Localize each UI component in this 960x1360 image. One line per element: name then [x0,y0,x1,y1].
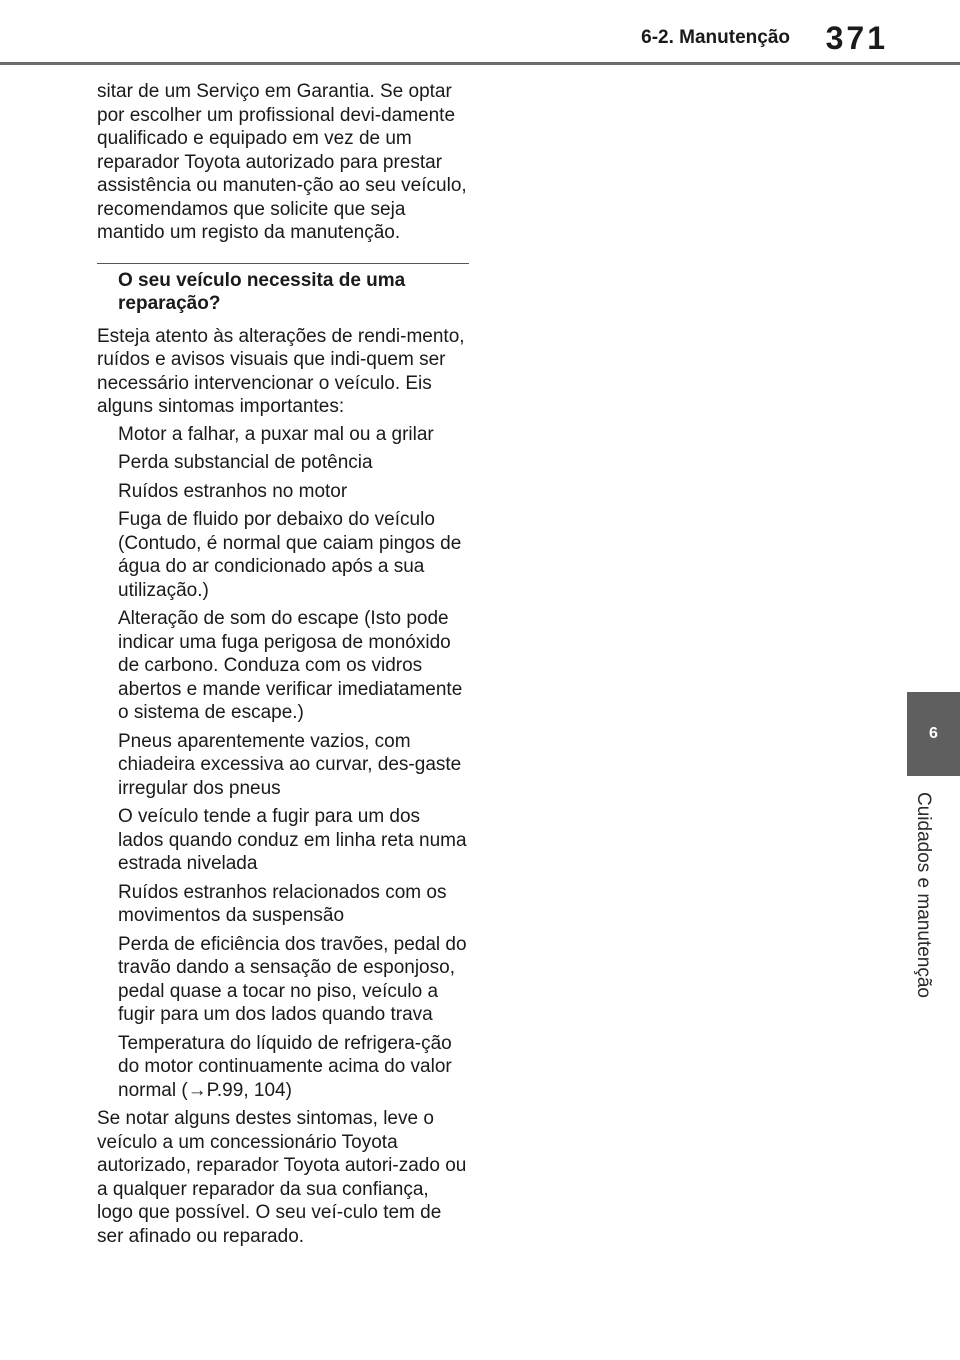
list-item: Ruídos estranhos relacionados com os movimentos da suspensão [118,881,447,926]
closing-paragraph: Se notar alguns destes sintomas, leve o veículo a um concessionário Toyota autorizado, reparador Toyota autori-zado ou a qualquer reparador da sua confiança, logo que possível. O seu veí-culo tem de ser afinado ou reparado. [97,1108,467,1247]
main-content [97,80,469,1248]
page-number: 371 [825,20,888,56]
section-title: 6-2. Manutenção [641,27,790,48]
list-item: Perda substancial de potência [118,452,373,473]
chapter-tab [907,692,960,776]
list-item: Perda de eficiência dos travões, pedal do travão dando a sensação de esponjoso, pedal quase a tocar no piso, veículo a fugir para um dos lados quando trava [118,933,467,1025]
lead-paragraph: Esteja atento às alterações de rendi-mento, ruídos e avisos visuais que indi-quem ser necessário intervencionar o veículo. Eis alguns sintomas importantes: [97,325,465,417]
symptom-list [97,423,469,1103]
header-rule [0,62,960,65]
subsection-heading: O seu veículo necessita de uma reparação? [118,269,406,314]
list-item: O veículo tende a fugir para um dos lados quando conduz em linha reta numa estrada nivelada [118,806,467,874]
list-item: Pneus aparentemente vazios, com chiadeira excessiva ao curvar, des-gaste irregular dos pneus [118,730,462,799]
chapter-title-vertical: Cuidados e manutenção [913,792,934,998]
list-item: Fuga de fluido por debaixo do veículo (Contudo, é normal que caiam pingos de água do ar condicionado após a sua utilização.) [118,509,462,601]
list-item: Temperatura do líquido de refrigera-ção do motor continuamente acima do valor normal (→P.99, 104) [118,1032,452,1101]
section-divider [97,263,469,264]
list-item: Alteração de som do escape (Isto pode indicar uma fuga perigosa de monóxido de carbono. Conduza com os vidros abertos e mande verificar imediatamente o sistema de escape.) [118,608,463,723]
chapter-number: 6 [929,725,938,742]
list-item: Motor a falhar, a puxar mal ou a grilar [118,423,434,445]
intro-paragraph: sitar de um Serviço em Garantia. Se optar por escolher um profissional devi-damente qualificado e equipado em vez de um reparador Toyota autorizado para prestar assistência ou manuten-ção ao seu veículo, recomendamos que solicite que seja mantido um registo da manutenção. [97,81,467,243]
list-item: Ruídos estranhos no motor [118,480,348,502]
